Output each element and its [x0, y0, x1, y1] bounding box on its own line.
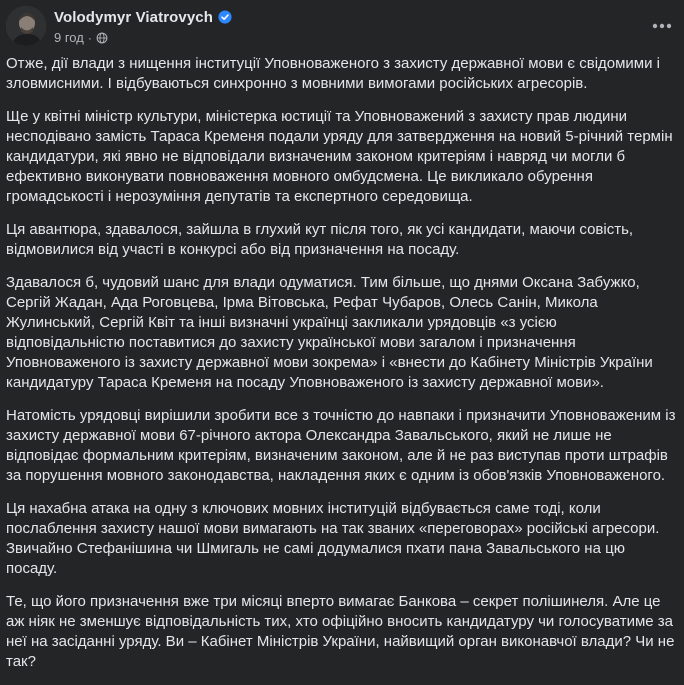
author-name[interactable]: Volodymyr Viatrovych: [54, 8, 214, 26]
post-paragraph: Натомість урядовці вирішили зробити все з точністю до навпаки і призначити Уповноваженим із захисту державної мови 67-річного актора Олександра Завальського, який не лише не відповідає формальним критеріям, визначеним законом, але й не раз виступав проти штрафів за порушення мовного законодавства, накладення яких є одним із обов'язків Уповноваженого.: [6, 407, 676, 484]
post-paragraph: Отже, дії влади з нищення інституції Уповноваженого з захисту державної мови є свідомими і зловмисними. І відбуваються синхронно з мовними вимогами російських агресорів.: [6, 55, 661, 92]
post-meta: [54, 30, 232, 45]
post-header: [6, 6, 678, 46]
post-text: [6, 54, 678, 685]
avatar[interactable]: [6, 6, 46, 46]
post-paragraph: Те, що його призначення вже три місяці вперто вимагає Банкова – секрет полішинеля. Але це аж ніяк не зменшує відповідальність тих, хто офіційно вносить кандидатуру чи голосуватиме за неї на засіданні уряду. Ви – Кабінет Міністрів України, найвищий орган виконавчої влади? Чи не так?: [6, 593, 675, 670]
post-paragraph: Ця авантюра, здавалося, зайшла в глухий кут після того, як усі кандидати, маючи совість, відмовилися від участі в конкурсі або від призначення на посаду.: [6, 221, 634, 258]
globe-icon[interactable]: [96, 32, 108, 44]
avatar-image: [6, 6, 46, 46]
post-paragraph: Здавалося б, чудовий шанс для влади одуматися. Тим більше, що днями Оксана Забужко, Сергій Жадан, Ада Роговцева, Ірма Вітовська, Рефат Чубаров, Олесь Санін, Микола Жулинський, Сергій Квіт та інші визначні українці закликали урядовців «з усією відповідальністю поставитися до захисту української мови загалом і призначення Уповноваженого із захисту державної мови зокрема» і «внести до Кабінету Міністрів України кандидатуру Тараса Кременя на посаду Уповноваженого із захисту державної мови».: [6, 274, 653, 391]
meta-separator: ·: [87, 30, 92, 45]
author-line: [54, 8, 232, 26]
post-paragraph: Ця нахабна атака на одну з ключових мовних інституцій відбувається саме тоді, коли послаблення захисту нашої мови вимагають на так званих «переговорах» російські агресори. Звичайно Стефанішина чи Шмигаль не самі додумалися пхати пана Завальського на цю посаду.: [6, 500, 660, 577]
more-options-button[interactable]: [648, 12, 676, 40]
post-paragraph: Ще у квітні міністр культури, міністерка юстиції та Уповноважений з захисту прав людини несподівано замість Тараса Кременя подали уряду для затвердження на новий 5-річний термін кандидатури, які явно не відповідали визначеним законом критеріям і навряд чи могли б ефективно виконувати повноваження мовного омбудсмена. Це викликало обурення громадськості і нерозуміння депутатів та експертного середовища.: [6, 108, 673, 205]
post-timestamp[interactable]: 9 год: [54, 30, 84, 45]
author-block: [54, 8, 232, 45]
more-horizontal-icon: [652, 23, 672, 29]
verified-badge-icon: [218, 10, 232, 24]
